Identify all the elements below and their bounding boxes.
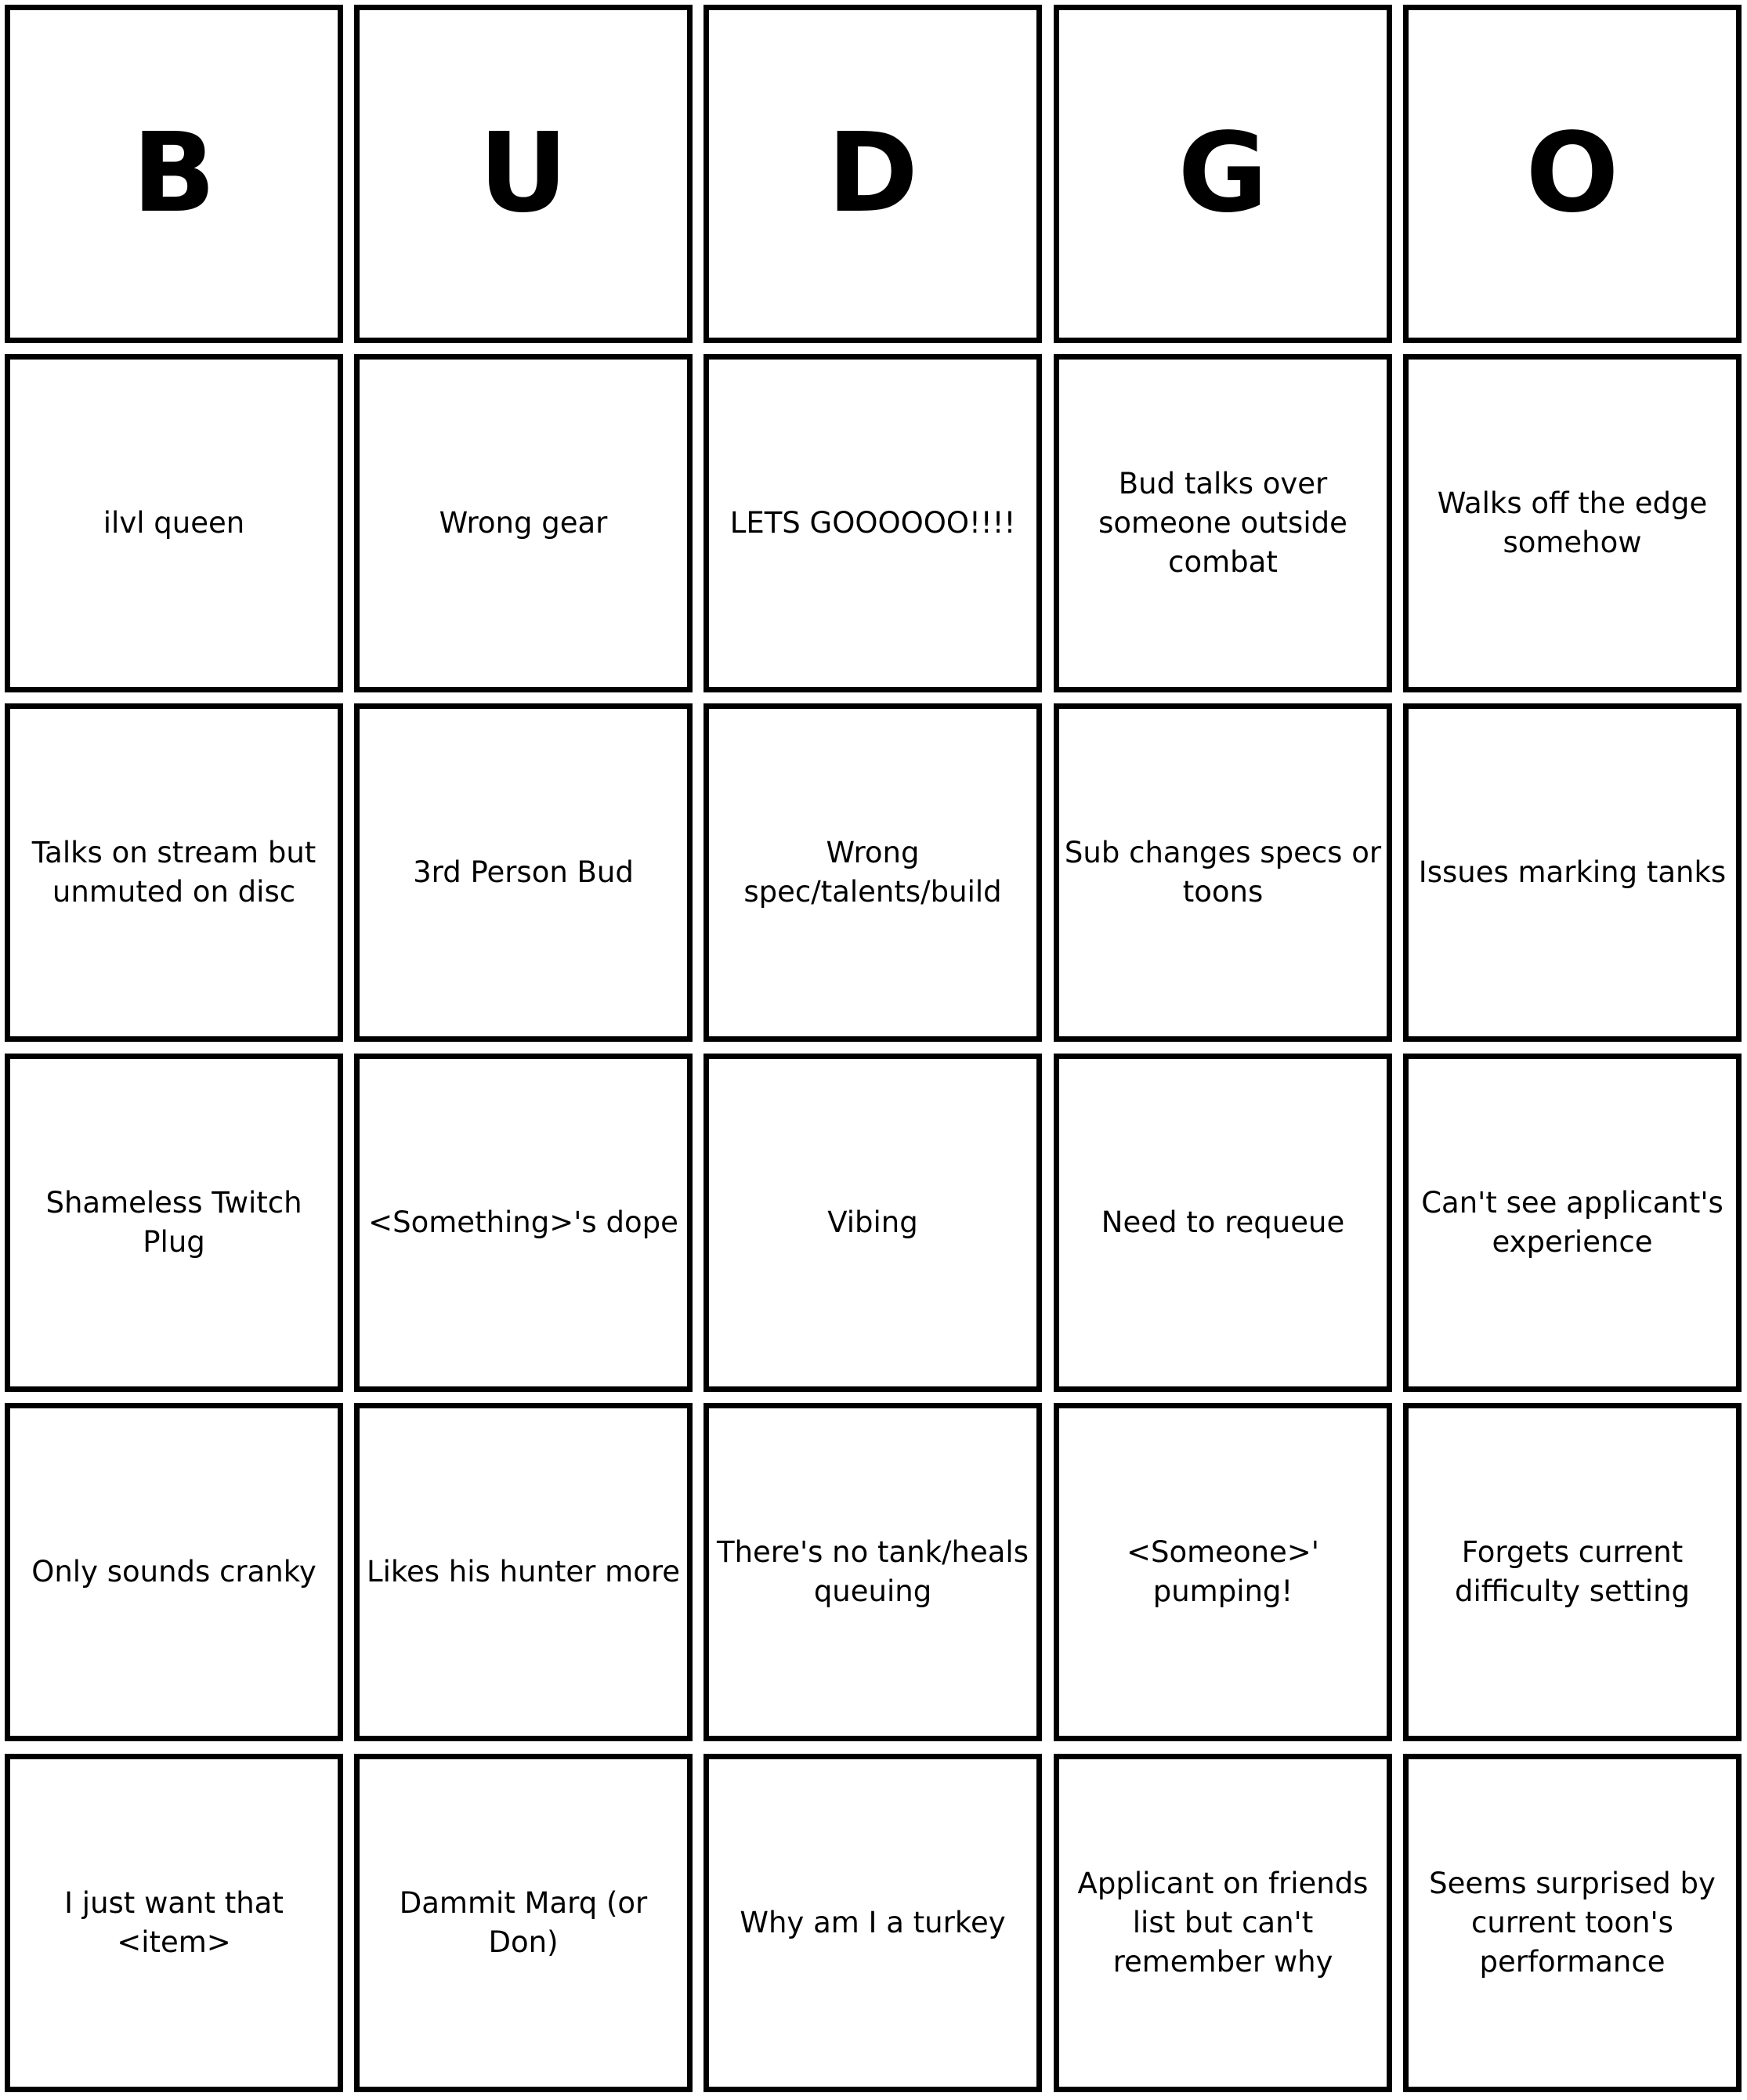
header-cell-d [704, 5, 1042, 343]
bingo-square[interactable] [1054, 1403, 1392, 1741]
header-letter: D [826, 110, 919, 237]
square-text: Can't see applicant's experience [1421, 1186, 1723, 1259]
bingo-square[interactable] [354, 354, 693, 692]
square-text: Dammit Marq (or Don) [399, 1886, 648, 1959]
header-letter: U [479, 110, 568, 237]
bingo-square[interactable] [1403, 703, 1742, 1042]
header-cell-o [1403, 5, 1742, 343]
square-text: Shameless Twitch Plug [45, 1186, 302, 1259]
square-text: <Someone>' pumping! [1127, 1535, 1319, 1608]
square-text: Sub changes specs or toons [1064, 836, 1382, 909]
square-text: <Something>'s dope [368, 1205, 678, 1239]
header-cell-u [354, 5, 693, 343]
square-text: Talks on stream but unmuted on disc [31, 836, 316, 909]
header-cell-b [5, 5, 343, 343]
square-text: Walks off the edge somehow [1437, 486, 1708, 559]
square-text: LETS GOOOOOO!!!! [729, 506, 1016, 540]
bingo-square[interactable] [354, 703, 693, 1042]
square-text: I just want that <item> [64, 1886, 284, 1959]
header-letter: G [1177, 110, 1268, 237]
square-text: Issues marking tanks [1418, 855, 1727, 889]
bingo-square[interactable] [1054, 354, 1392, 692]
bingo-square[interactable] [5, 1403, 343, 1741]
square-text: Vibing [827, 1205, 918, 1239]
square-text: There's no tank/heals queuing [716, 1535, 1029, 1608]
bingo-square[interactable] [354, 1754, 693, 2092]
bingo-square[interactable] [704, 354, 1042, 692]
bingo-square[interactable] [1403, 1754, 1742, 2092]
bingo-square[interactable] [1054, 703, 1392, 1042]
bingo-square[interactable] [354, 1403, 693, 1741]
bingo-square[interactable] [5, 1754, 343, 2092]
bingo-square[interactable] [1054, 1754, 1392, 2092]
bingo-square[interactable] [1054, 1054, 1392, 1392]
square-text: Only sounds cranky [31, 1555, 316, 1589]
bingo-square[interactable] [5, 1054, 343, 1392]
header-letter: B [132, 110, 216, 237]
square-text: Seems surprised by current toon's performance [1429, 1867, 1716, 1979]
bingo-square[interactable] [5, 354, 343, 692]
bingo-square[interactable] [704, 1754, 1042, 2092]
bingo-square[interactable] [704, 1054, 1042, 1392]
square-text: ilvl queen [103, 506, 245, 540]
square-text: Likes his hunter more [366, 1555, 680, 1589]
bingo-square[interactable] [1403, 1403, 1742, 1741]
bingo-square[interactable] [1403, 354, 1742, 692]
header-letter: O [1525, 110, 1619, 237]
bingo-square[interactable] [5, 703, 343, 1042]
square-text: Bud talks over someone outside combat [1098, 467, 1347, 579]
bingo-square[interactable] [704, 703, 1042, 1042]
square-text: 3rd Person Bud [413, 855, 634, 889]
square-text: Applicant on friends list but can't remember why [1077, 1867, 1369, 1979]
square-text: Wrong spec/talents/build [743, 836, 1002, 909]
square-text: Wrong gear [439, 506, 608, 540]
square-text: Forgets current difficulty setting [1454, 1535, 1691, 1608]
square-text: Why am I a turkey [740, 1906, 1006, 1939]
square-text: Need to requeue [1101, 1205, 1345, 1239]
bingo-square[interactable] [1403, 1054, 1742, 1392]
header-cell-g [1054, 5, 1392, 343]
bingo-square[interactable] [704, 1403, 1042, 1741]
bingo-square[interactable] [354, 1054, 693, 1392]
